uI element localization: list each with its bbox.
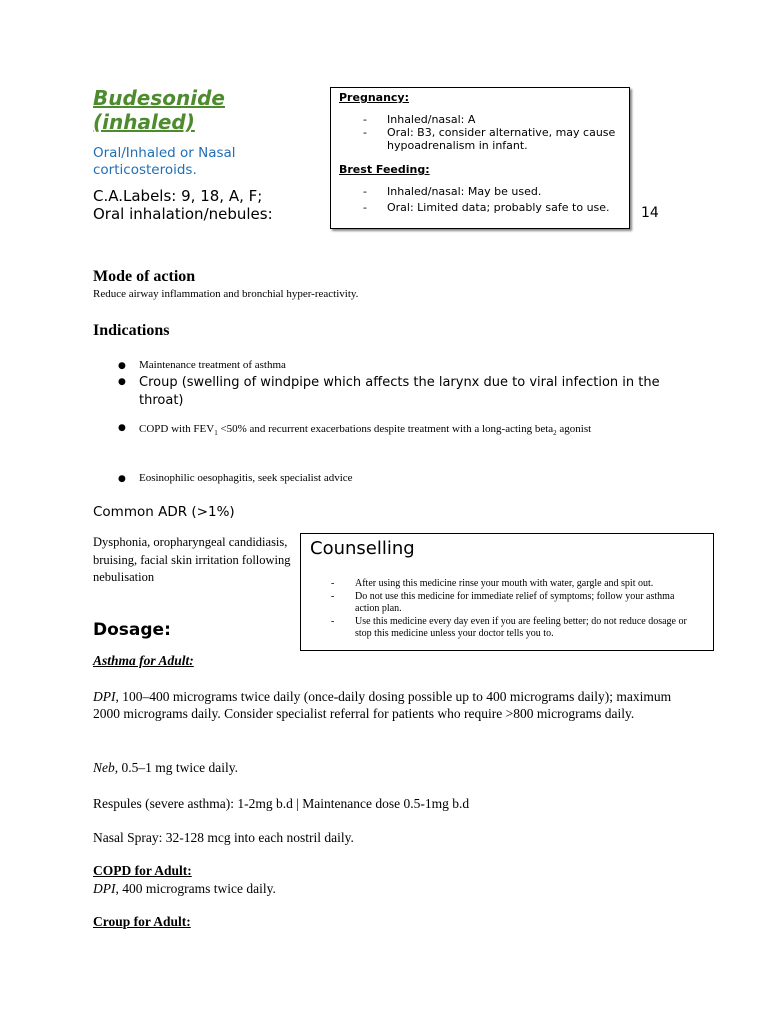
drug-class <box>93 145 303 179</box>
dosage-dpi-paragraph <box>93 688 683 722</box>
mode-of-action-heading: Mode of action <box>93 268 196 285</box>
pregnancy-box <box>330 87 630 229</box>
adr-heading: Common ADR (>1%) <box>93 504 235 520</box>
bullet-icon: ● <box>118 361 126 371</box>
indications-heading: Indications <box>93 322 170 339</box>
copd-dpi-text: , 400 micrograms twice daily. <box>115 881 276 896</box>
dosage-neb-paragraph <box>93 759 683 776</box>
copd-heading: COPD for Adult: <box>93 863 192 878</box>
ca-labels-line2: Oral inhalation/nebules: <box>93 205 273 223</box>
list-item: - After using this medicine rinse your mouth with water, gargle and spit out. <box>331 578 701 591</box>
croup-heading: Croup for Adult: <box>93 914 191 929</box>
subscript: 2 <box>553 429 557 438</box>
drug-title-line1: Budesonide <box>93 86 225 110</box>
dosage-nasal: Nasal Spray: 32-128 mcg into each nostril daily. <box>93 830 354 845</box>
counselling-box <box>300 533 714 651</box>
drug-class-line2: corticosteroids. <box>93 162 197 178</box>
pregnancy-list <box>363 113 624 152</box>
page-number: 14 <box>641 205 659 221</box>
indication-item: Maintenance treatment of asthma <box>139 359 286 371</box>
bullet-icon: ● <box>118 423 126 433</box>
list-item: - Inhaled/nasal: A <box>363 113 624 126</box>
list-item: - Oral: B3, consider alternative, may cause hypoadrenalism in infant. <box>363 126 624 152</box>
adr-text: Dysphonia, oropharyngeal candidiasis, bruising, facial skin irritation following nebulisation <box>93 535 291 584</box>
subscript: 1 <box>214 429 218 438</box>
neb-label: Neb <box>93 760 115 775</box>
indication-item: Eosinophilic oesophagitis, seek specialist advice <box>139 472 353 484</box>
mode-of-action-text: Reduce airway inflammation and bronchial hyper-reactivity. <box>93 288 359 300</box>
dosage-copd-paragraph <box>93 880 693 897</box>
list-item: - Inhaled/nasal: May be used. <box>363 185 624 198</box>
indication-copd-text: COPD with FEV <box>139 423 215 435</box>
indication-copd-text: <50% and recurrent exacerbations despite treatment with a long-acting beta <box>217 423 554 435</box>
bullet-icon: ● <box>118 377 126 387</box>
counselling-list <box>331 578 701 641</box>
indication-item: Croup (swelling of windpipe which affects the larynx due to viral infection in the throat) <box>139 375 660 408</box>
list-item: - Oral: Limited data; probably safe to use. <box>363 201 624 214</box>
counselling-heading: Counselling <box>310 538 415 559</box>
ca-labels-line1: C.A.Labels: 9, 18, A, F; <box>93 187 263 205</box>
breastfeeding-list <box>363 185 624 214</box>
copd-dpi-label: DPI <box>93 881 116 896</box>
list-item: - Use this medicine every day even if you are feeling better; do not reduce dosage or stop this medicine unless your doctor tells you to. <box>331 616 701 641</box>
indication-item <box>139 421 679 441</box>
list-item: - Do not use this medicine for immediate relief of symptoms; follow your asthma action plan. <box>331 591 701 616</box>
dpi-label: DPI <box>93 689 116 704</box>
bullet-icon: ● <box>118 474 126 484</box>
ca-labels <box>93 187 343 223</box>
dosage-respules: Respules (severe asthma): 1-2mg b.d | Maintenance dose 0.5-1mg b.d <box>93 796 470 811</box>
indication-copd-text: agonist <box>556 423 592 435</box>
dpi-text: , 100–400 micrograms twice daily (once-daily dosing possible up to 400 micrograms daily); maximum 2000 micrograms daily. Consider specialist referral for patients who require >800 micrograms daily. <box>93 689 672 721</box>
breastfeeding-heading: Brest Feeding: <box>339 163 430 176</box>
drug-class-line1: Oral/Inhaled or Nasal <box>93 145 236 161</box>
pregnancy-heading: Pregnancy: <box>339 91 409 104</box>
neb-text: , 0.5–1 mg twice daily. <box>114 760 238 775</box>
dosage-heading: Dosage: <box>93 620 171 640</box>
drug-title <box>93 86 323 134</box>
drug-title-line2: (inhaled) <box>93 110 195 134</box>
asthma-heading: Asthma for Adult: <box>93 653 194 668</box>
